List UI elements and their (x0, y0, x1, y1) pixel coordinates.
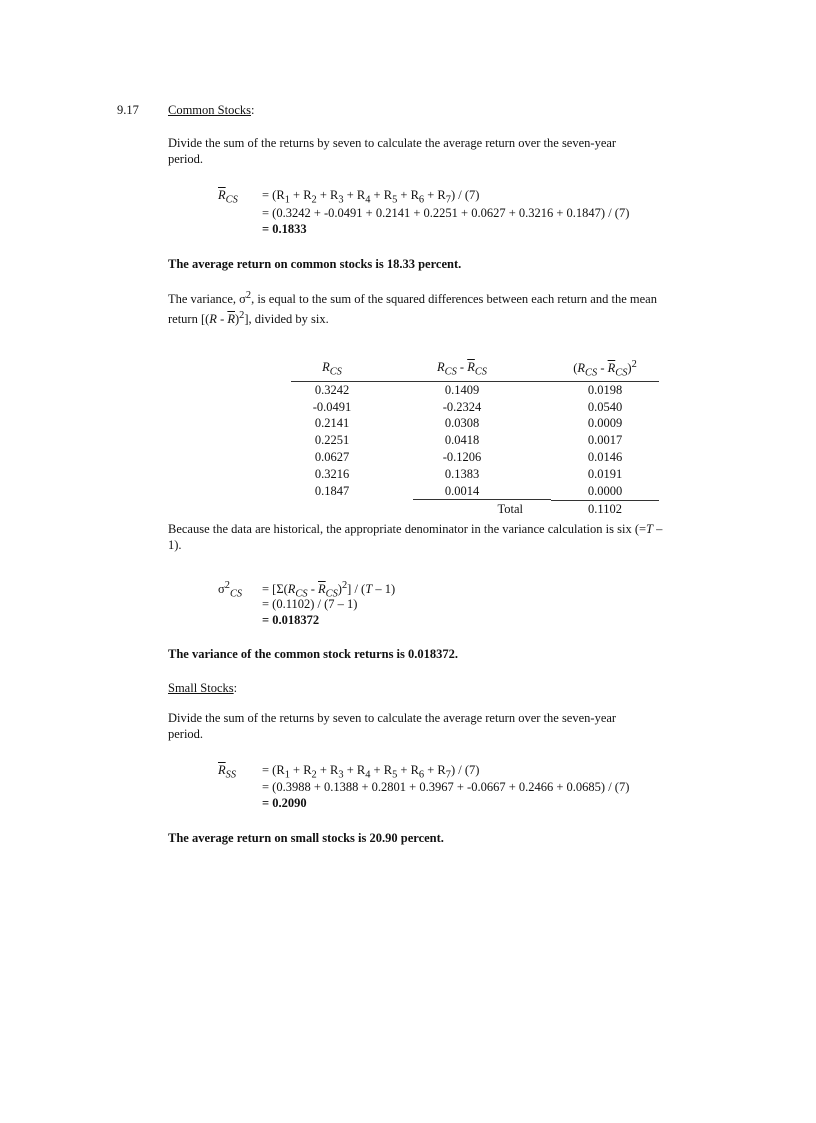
table-row (291, 449, 659, 466)
table-cell: 0.0014 (373, 483, 551, 500)
header-squared-deviation: $(R_{CS} - \overline{R}_{CS})^2$ (551, 358, 659, 381)
table-cell: 0.0418 (444, 433, 480, 448)
table-total-row (291, 500, 659, 517)
common-mean-result: = 0.1833 (262, 222, 307, 236)
small-mean-result: = 0.2090 (262, 796, 307, 810)
variance-eq-2: = (0.1102) / (7 – 1) (262, 597, 358, 611)
common-stocks-heading: Common Stocks: (168, 103, 255, 117)
table-cell: 0.0191 (587, 467, 623, 482)
common-mean-conclusion: The average return on common stocks is 18.33 percent. (168, 257, 462, 271)
table-cell (291, 500, 373, 517)
variance-conclusion: The variance of the common stock returns is 0.018372. (168, 647, 459, 661)
small-stocks-heading: Small Stocks: (168, 681, 238, 695)
table-cell: 0.3242 (314, 382, 350, 397)
table-cell: 0.0198 (587, 382, 623, 397)
small-intro-line-1: Divide the sum of the returns by seven to calculate the average return over the seven-year (168, 711, 617, 725)
table-row (291, 381, 659, 398)
table-cell: 0.0000 (551, 483, 659, 500)
table-cell: 0.0627 (314, 450, 350, 465)
variance-intro-line-1: The variance, $\sigma^2$, is equal to the sum of the squared differences between each return and the mean (168, 290, 657, 307)
variance-eq-1: = $[\Sigma(R_{CS} - \overline{R}_{CS})^2] / (T - 1)$ (262, 580, 396, 600)
header-deviation: $R_{CS} - \overline{R}_{CS}$ (373, 358, 551, 381)
table-cell: -0.1206 (442, 450, 482, 465)
total-rule (413, 499, 551, 500)
table-cell: 0.0009 (587, 416, 623, 431)
table-row (291, 415, 659, 432)
common-mean-symbol: $\overline{R}_{CS}$ (218, 188, 238, 206)
small-mean-eq-2: = (0.3988 + 0.1388 + 0.2801 + 0.3967 + -0.0667 + 0.2466 + 0.0685) / (7) (262, 780, 630, 794)
table-cell: 0.1383 (444, 467, 480, 482)
problem-number: 9.17 (117, 103, 139, 117)
variance-result: = 0.018372 (262, 613, 320, 627)
small-mean-symbol: $\overline{R}_{SS}$ (218, 763, 237, 781)
table-cell: 0.2251 (314, 433, 350, 448)
table-row (291, 466, 659, 483)
variance-intro-line-2: return $[(R - \overline{R})^2]$, divided by six. (168, 310, 329, 327)
table-cell: 0.1409 (444, 382, 480, 397)
common-intro-line-1: Divide the sum of the returns by seven to calculate the average return over the seven-year (168, 136, 617, 150)
table-cell: 0.0146 (587, 450, 623, 465)
denominator-note-line-2: 1). (168, 538, 182, 552)
common-mean-eq-1: = $(R_1 + R_2 + R_3 + R_4 + R_5 + R_6 + R_7) / (7)$ (262, 188, 480, 206)
table-cell: 0.0308 (444, 416, 480, 431)
table-cell: 0.0017 (587, 433, 623, 448)
small-mean-conclusion: The average return on small stocks is 20.90 percent. (168, 831, 444, 845)
common-intro-line-2: period. (168, 152, 204, 166)
table-row (291, 432, 659, 449)
small-mean-eq-1: = $(R_1 + R_2 + R_3 + R_4 + R_5 + R_6 + R_7) / (7)$ (262, 763, 480, 781)
denominator-note-line-1: Because the data are historical, the appropriate denominator in the variance calculation is six (=T – (168, 522, 663, 536)
common-mean-eq-2: = (0.3242 + -0.0491 + 0.2141 + 0.2251 + 0.0627 + 0.3216 + 0.1847) / (7) (262, 206, 630, 220)
table-cell: 0.0540 (587, 399, 623, 414)
total-value: 0.1102 (588, 501, 622, 516)
table-cell: -0.0491 (312, 399, 352, 414)
variance-symbol: $\sigma^2_{CS}$ (218, 580, 243, 600)
small-intro-line-2: period. (168, 727, 204, 741)
table-row (291, 399, 659, 416)
header-returns: $R_{CS}$ (291, 358, 373, 381)
table-cell: -0.2324 (442, 399, 482, 414)
table-cell: 0.1847 (314, 484, 350, 499)
total-label: Total (497, 501, 523, 516)
table-header-row (291, 358, 659, 381)
table-cell: 0.3216 (314, 467, 350, 482)
variance-table (291, 358, 659, 518)
table-row (291, 483, 659, 500)
table-cell: 0.2141 (314, 416, 350, 431)
